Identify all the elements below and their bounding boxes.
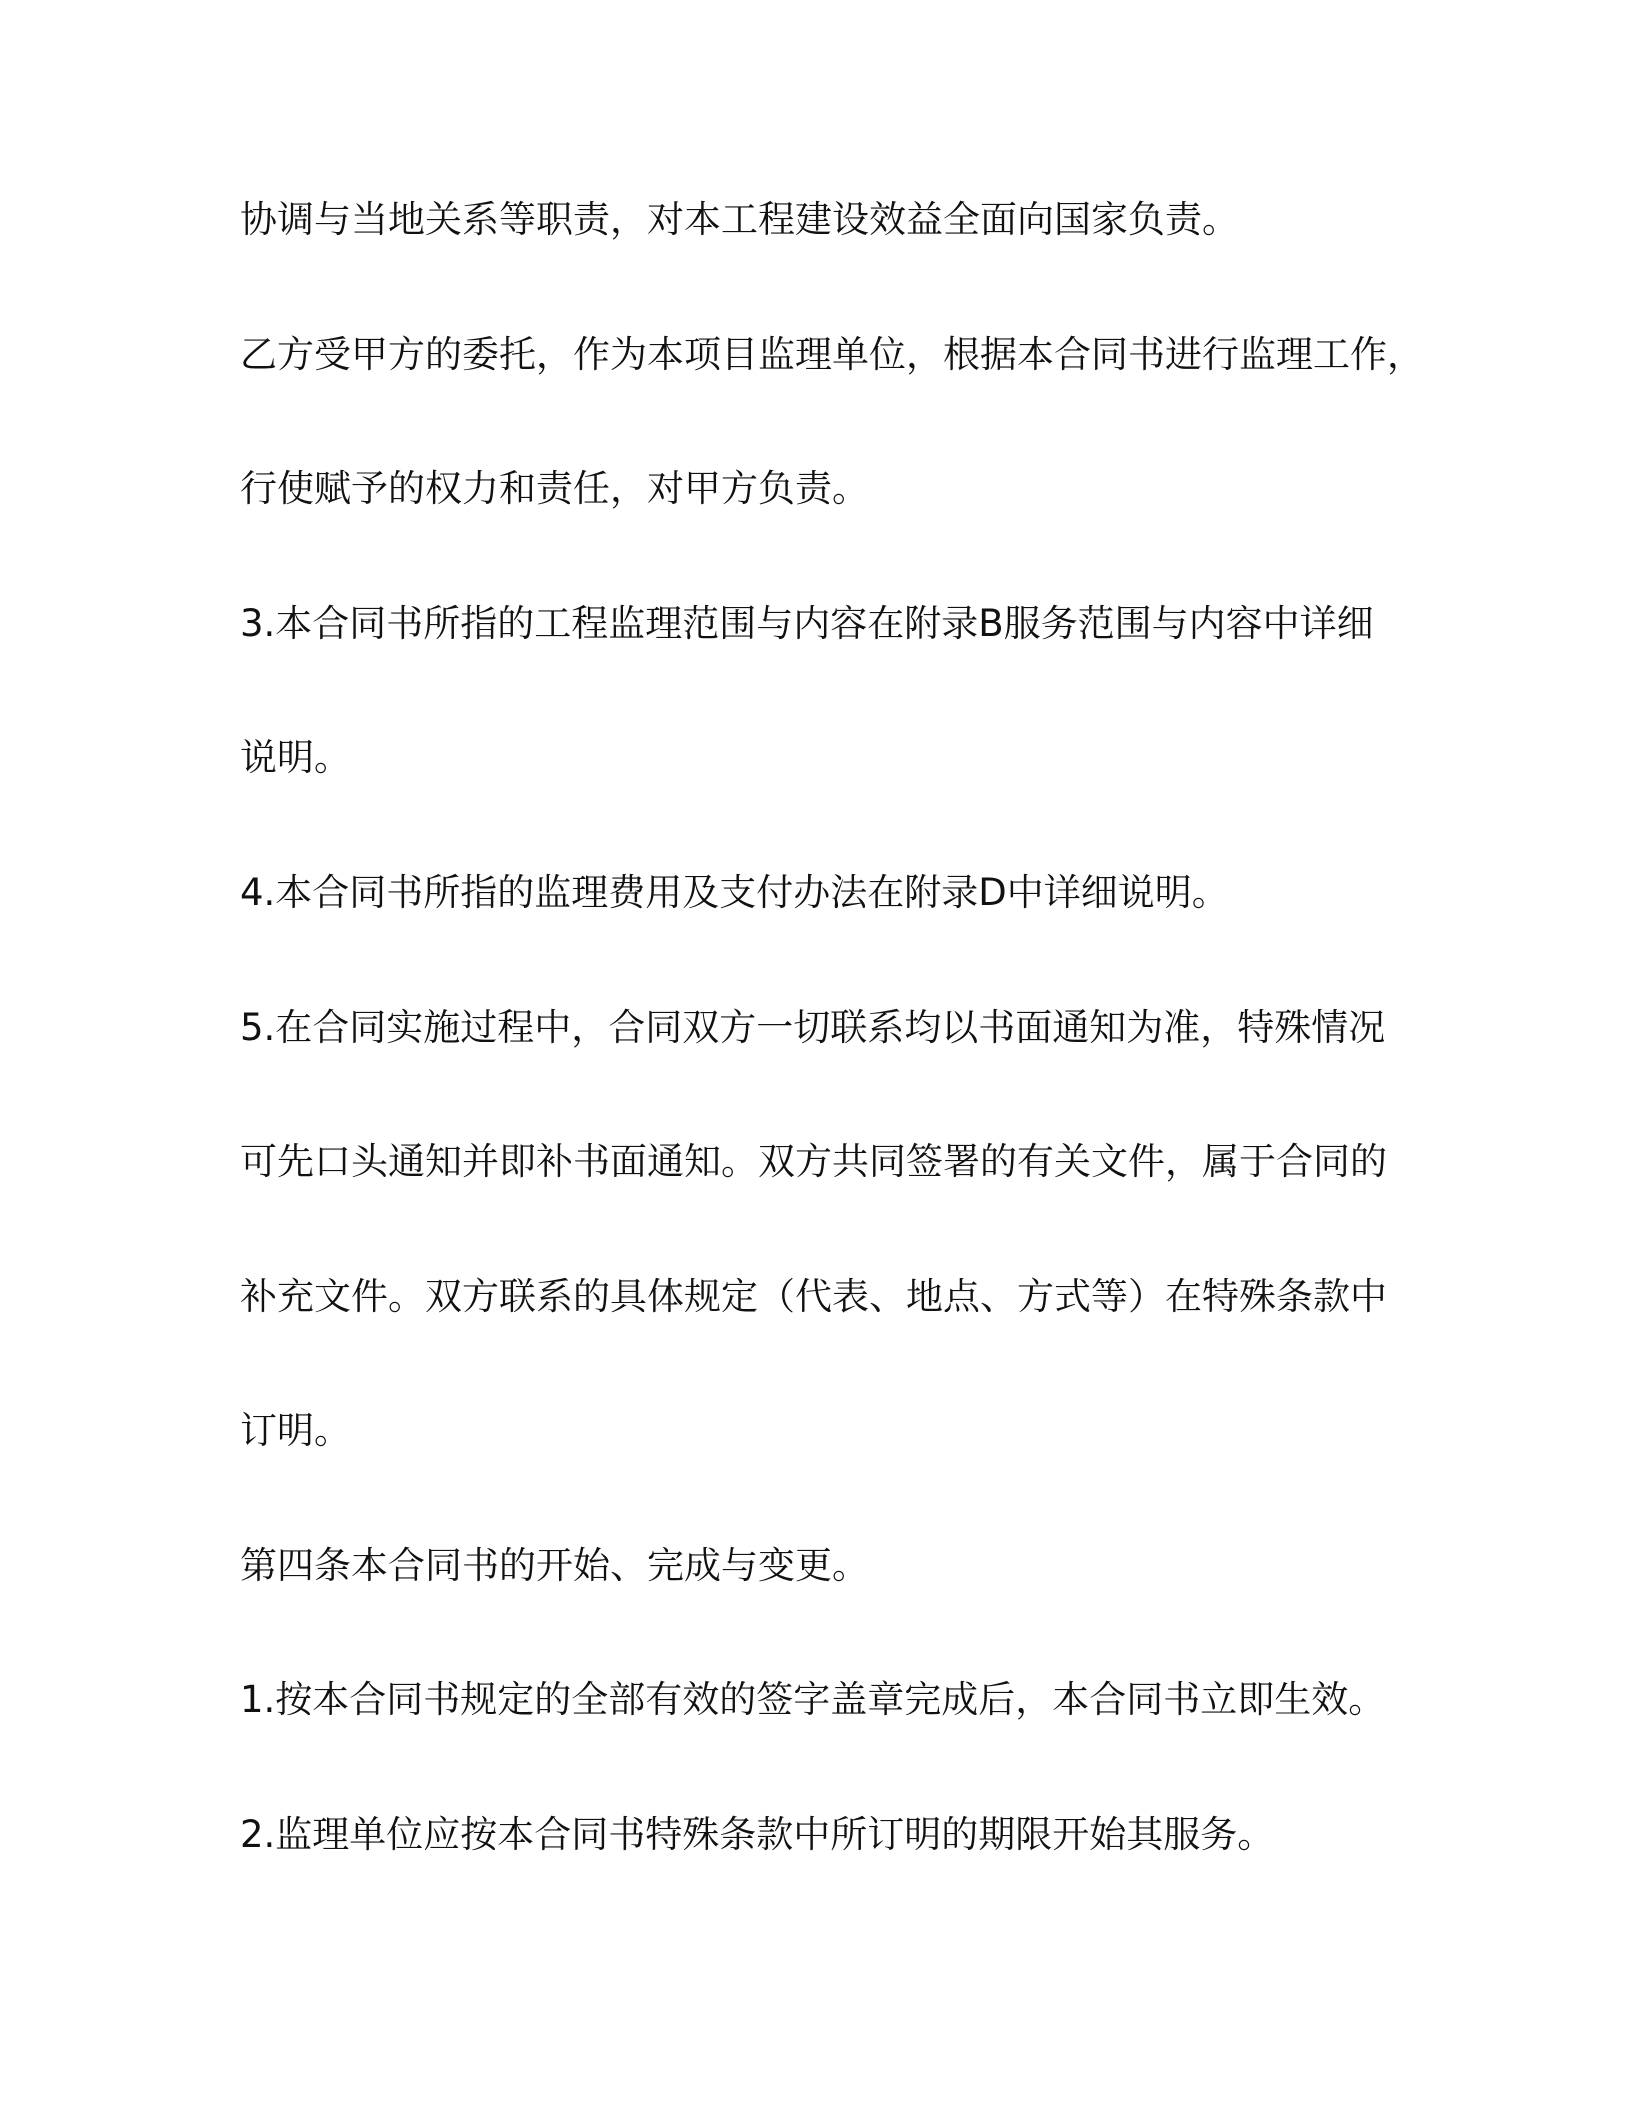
article-4-item-1: 1.按本合同书规定的全部有效的签字盖章完成后，本合同书立即生效。 bbox=[240, 1678, 1386, 1721]
paragraph-line: 协调与当地关系等职责，对本工程建设效益全面向国家负责。 bbox=[240, 198, 1239, 241]
paragraph-line: 行使赋予的权力和责任，对甲方负责。 bbox=[240, 467, 869, 510]
clause-5-line: 补充文件。双方联系的具体规定（代表、地点、方式等）在特殊条款中 bbox=[240, 1275, 1387, 1318]
clause-5-line: 5.在合同实施过程中，合同双方一切联系均以书面通知为准，特殊情况 bbox=[240, 1006, 1386, 1049]
article-4-item-2: 2.监理单位应按本合同书特殊条款中所订明的期限开始其服务。 bbox=[240, 1813, 1275, 1856]
clause-5-line: 订明。 bbox=[240, 1409, 351, 1452]
clause-5-line: 可先口头通知并即补书面通知。双方共同签署的有关文件，属于合同的 bbox=[240, 1140, 1387, 1183]
article-4-heading: 第四条本合同书的开始、完成与变更。 bbox=[240, 1544, 869, 1587]
paragraph-line: 乙方受甲方的委托，作为本项目监理单位，根据本合同书进行监理工作， bbox=[240, 333, 1424, 376]
clause-3-line: 3.本合同书所指的工程监理范围与内容在附录B服务范围与内容中详细 bbox=[240, 602, 1374, 645]
clause-4-line: 4.本合同书所指的监理费用及支付办法在附录D中详细说明。 bbox=[240, 871, 1229, 914]
clause-3-line: 说明。 bbox=[240, 736, 351, 779]
